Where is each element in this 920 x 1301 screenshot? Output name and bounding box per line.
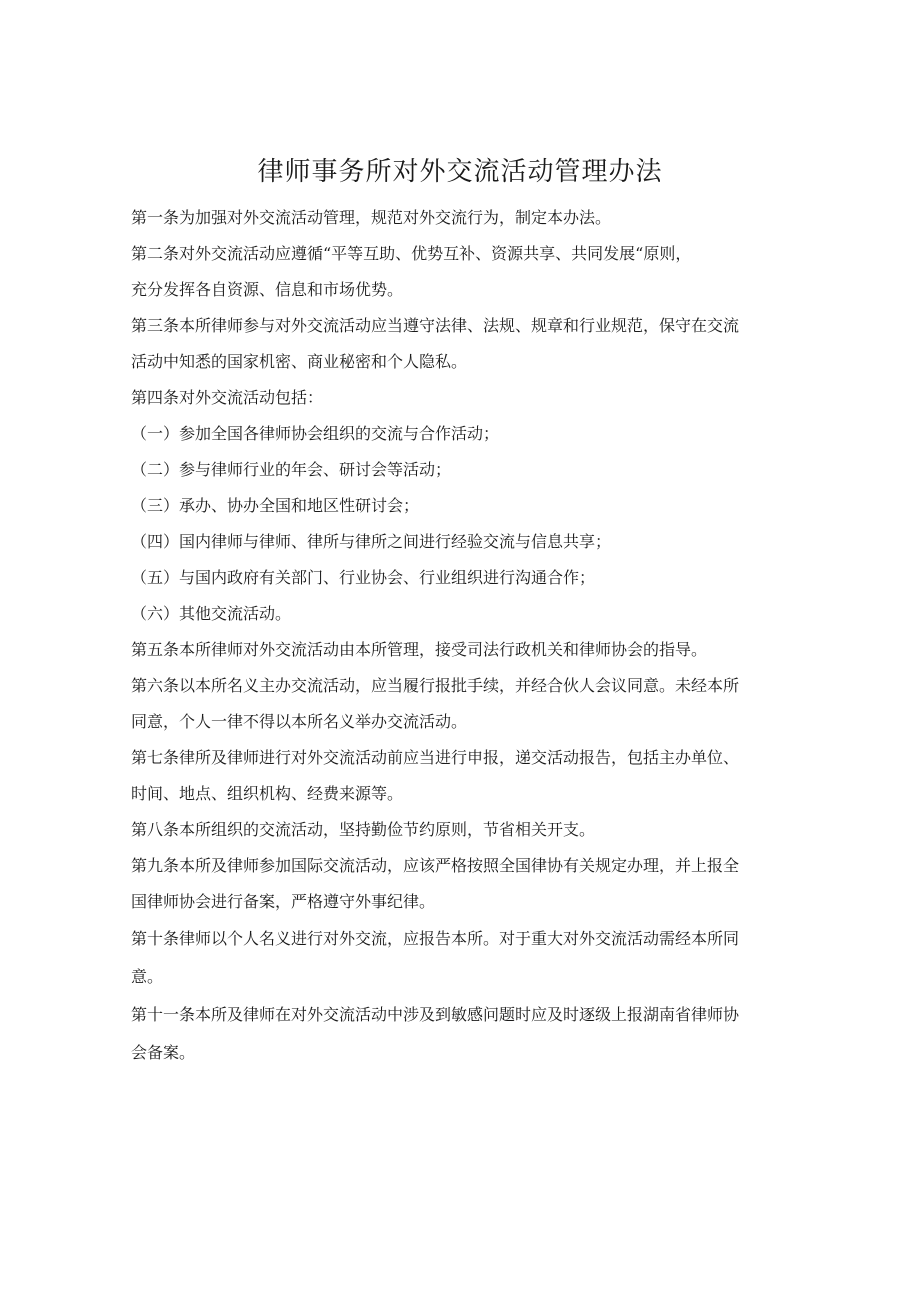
article-4-item-4: （四）国内律师与律师、律所与律所之间进行经验交流与信息共享；	[131, 532, 612, 551]
article-7-line-2: 时间、地点、组织机构、经费来源等。	[131, 784, 404, 803]
article-4-item-2: （二）参与律师行业的年会、研讨会等活动；	[131, 460, 452, 479]
article-4-item-6: （六）其他交流活动。	[131, 604, 292, 623]
article-4-item-5: （五）与国内政府有关部门、行业协会、行业组织进行沟通合作；	[131, 568, 596, 587]
article-10-line-2: 意。	[131, 967, 164, 986]
article-8-line-1: 第八条本所组织的交流活动，坚持勤俭节约原则，节省相关开支。	[131, 820, 596, 839]
article-11-line-2: 会备案。	[131, 1043, 196, 1062]
article-2-line-1: 第二条对外交流活动应遵循“平等互助、优势互补、资源共享、共同发展“原则，	[131, 244, 692, 263]
article-9-line-2: 国律师协会进行备案，严格遵守外事纪律。	[131, 892, 436, 911]
article-10-line-1: 第十条律师以个人名义进行对外交流，应报告本所。对于重大对外交流活动需经本所同	[131, 929, 740, 948]
article-7-line-1: 第七条律所及律师进行对外交流活动前应当进行申报，递交活动报告，包括主办单位、	[131, 748, 740, 767]
article-6-line-1: 第六条以本所名义主办交流活动，应当履行报批手续，并经合伙人会议同意。未经本所	[131, 676, 740, 695]
article-4-line-1: 第四条对外交流活动包括：	[131, 388, 324, 407]
article-5-line-1: 第五条本所律师对外交流活动由本所管理，接受司法行政机关和律师协会的指导。	[131, 640, 708, 659]
article-6-line-2: 同意，个人一律不得以本所名义举办交流活动。	[131, 712, 468, 731]
article-11-line-1: 第十一条本所及律师在对外交流活动中涉及到敏感问题时应及时逐级上报湖南省律师协	[131, 1005, 740, 1024]
article-3-line-1: 第三条本所律师参与对外交流活动应当遵守法律、法规、规章和行业规范，保守在交流	[131, 316, 740, 335]
document-body	[131, 200, 791, 1072]
article-4-item-3: （三）承办、协办全国和地区性研讨会；	[131, 496, 420, 515]
article-1-line-1: 第一条为加强对外交流活动管理，规范对外交流行为，制定本办法。	[131, 208, 612, 227]
article-4-item-1: （一）参加全国各律师协会组织的交流与合作活动；	[131, 424, 500, 443]
article-3-line-2: 活动中知悉的国家机密、商业秘密和个人隐私。	[131, 352, 468, 371]
document-title: 律师事务所对外交流活动管理办法	[257, 157, 663, 187]
article-9-line-1: 第九条本所及律师参加国际交流活动，应该严格按照全国律协有关规定办理，并上报全	[131, 856, 740, 875]
article-2-line-2: 充分发挥各自资源、信息和市场优势。	[131, 280, 404, 299]
